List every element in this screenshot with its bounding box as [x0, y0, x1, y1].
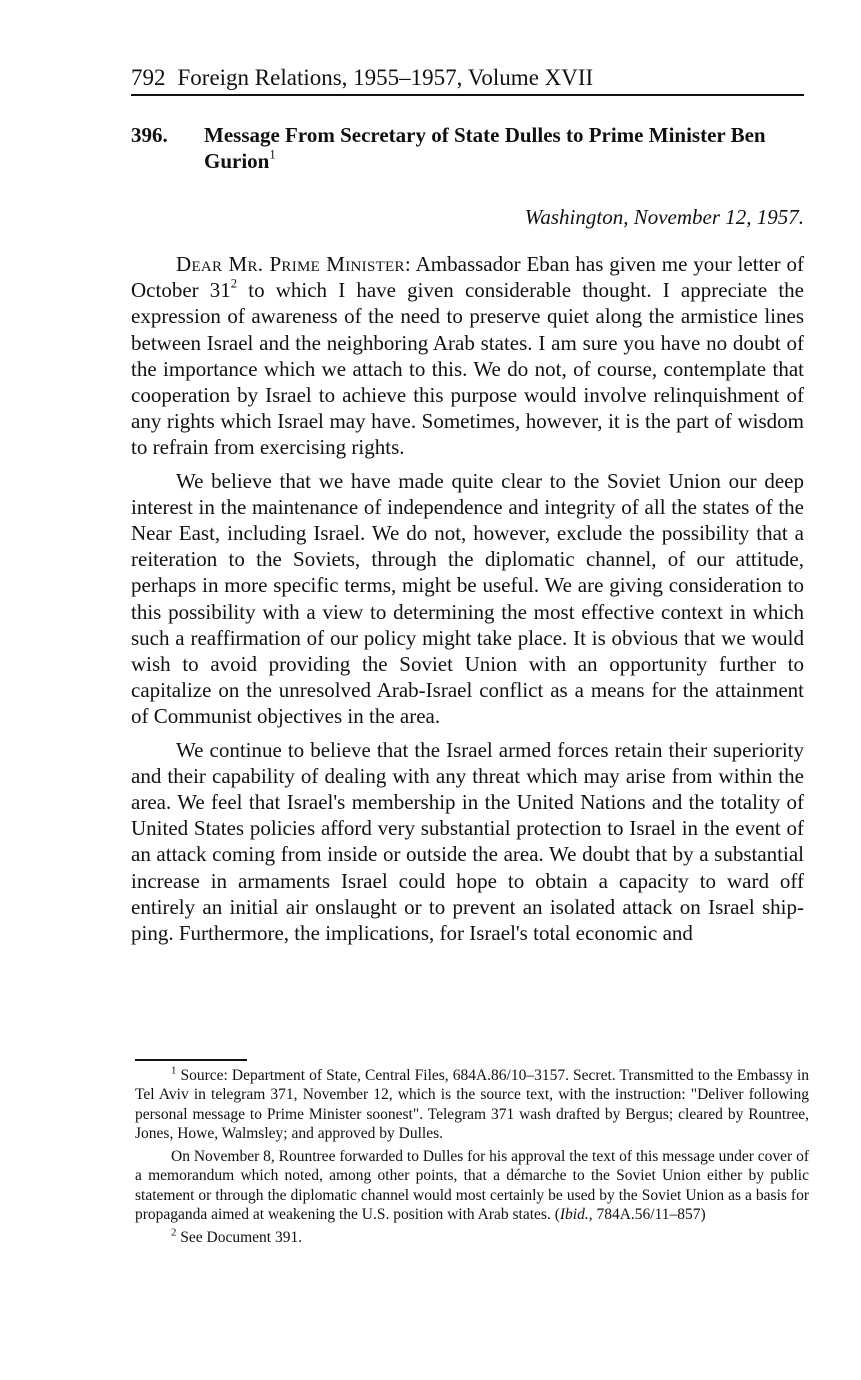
- paragraph-3: We continue to believe that the Israel armed forces retain their superiority and their capability of dealing with any threat which may arise from within the area. We feel that Israel's membership in the United Nations and the totality of United States policies afford very substantial protection to Israel in the event of an attack coming from inside or outside the area. We doubt that by a substantial increase in armaments Israel could hope to obtain a capacity to ward off entirely an initial air onslaught or to prevent an isolated attack on Israel shipping. Furthermore, the implications, for Israel's total economic and: [131, 737, 804, 946]
- document-number: 396.: [131, 123, 168, 147]
- document-title-text: Message From Secretary of State Dulles to Prime Minister Ben Gurion: [204, 123, 766, 173]
- footnote-rule: [135, 1059, 247, 1061]
- salutation: Dear Mr. Prime Minister:: [176, 252, 411, 276]
- footnote-1: [135, 1066, 809, 1143]
- running-header: [131, 64, 804, 92]
- footnote-2-text: See Document 391.: [180, 1229, 303, 1247]
- header-rule: [131, 94, 804, 96]
- footnote-1-marker: 1: [171, 1064, 177, 1077]
- footnote-1-continuation-text: On November 8, Rountree forwarded to Dulles for his approval the text of this message under cover of a memorandum which noted, among other points, that a démarche to the Soviet Union either by public statement or through the diplomatic channel would most certainly be used by the Soviet Union as a basis for propaganda aimed at weakening the U.S. position with Arab states. (: [135, 1148, 809, 1224]
- title-footnote-marker: 1: [269, 147, 276, 162]
- letter-body: [131, 251, 804, 953]
- publication-title: Foreign Relations, 1955–1957, Volume XVII: [177, 65, 594, 90]
- footnote-2: [135, 1228, 809, 1247]
- page-number: 792: [131, 65, 166, 90]
- ibid-citation: Ibid.,: [559, 1206, 593, 1224]
- paragraph-1-text-b: to which I have given considerable thought. I appreciate the expression of awareness of the need to preserve quiet along the armistice lines between Israel and the neighboring Arab states. I am sure you have no doubt of the importance which we attach to this. We do not, of course, contemplate that cooperation by Israel to achieve this purpose would involve relinquishment of any rights which Israel may have. Sometimes, however, it is the part of wisdom to refrain from exercising rights.: [131, 278, 805, 460]
- paragraph-1: [131, 251, 804, 461]
- footnotes: [135, 1066, 809, 1252]
- document-title: [204, 122, 804, 174]
- footnote-1-text: Source: Department of State, Central Files, 684A.86/10–3157. Secret. Transmitted to the Embassy in Tel Aviv in telegram 371, November 12, which is the source text, with the instruction: "Deliver following personal message to Prime Minister soonest". Telegram 371 wash drafted by Bergus; cleared by Rountree, Jones, Howe, Walmsley; and approved by Dulles.: [135, 1067, 810, 1142]
- body-footnote-marker: 2: [230, 276, 238, 291]
- footnote-1-citation: 784A.56/11–857): [592, 1206, 706, 1224]
- footnote-1-continuation: [135, 1147, 809, 1224]
- paragraph-2: We believe that we have made quite clear to the Soviet Union our deep interest in the maintenance of independence and integrity of all the states of the Near East, including Israel. We do not, however, exclude the possibility that a reiteration to the Soviets, through the diplomatic channel, of our attitude, perhaps in more specific terms, might be useful. We are giving consideration to this possibility with a view to determining the most effective context in which such a reaffirmation of our policy might take place. It is obvious that we would wish to avoid providing the Soviet Union with an opportunity further to capitalize on the unresolved Arab-Israel conflict as a means for the attainment of Communist objectives in the area.: [131, 468, 804, 729]
- paragraph-1-text-a: Ambassador Eban has given me your letter of October 31: [131, 252, 804, 303]
- footnote-2-marker: 2: [171, 1226, 177, 1239]
- dateline: Washington, November 12, 1957.: [524, 205, 804, 229]
